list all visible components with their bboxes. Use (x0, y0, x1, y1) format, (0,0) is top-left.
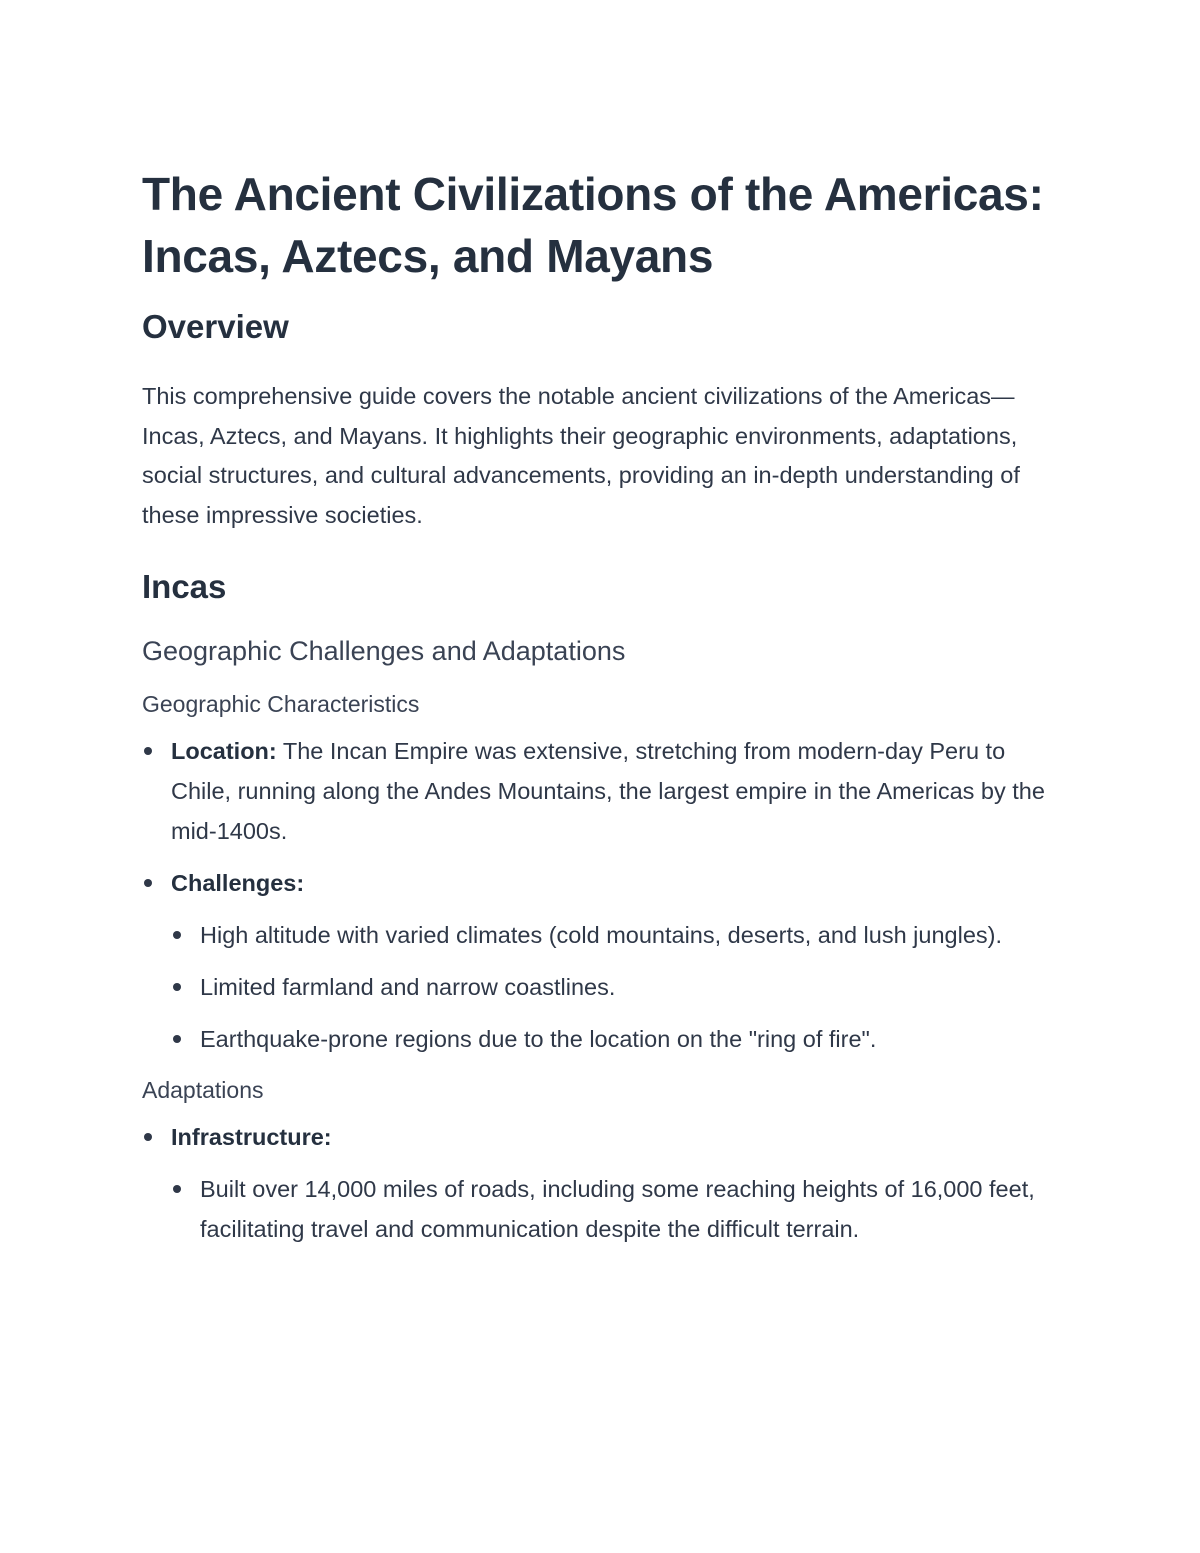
document-title: The Ancient Civilizations of the Americas: Incas, Aztecs, and Mayans (142, 168, 1044, 282)
list-item (171, 967, 1062, 1007)
bullet-icon (144, 879, 152, 887)
list-item (171, 1019, 1062, 1059)
challenges-label: Challenges: (171, 870, 305, 896)
infrastructure-text: Built over 14,000 miles of roads, including some reaching heights of 16,000 feet, facilitating travel and communication despite the difficult terrain. (200, 1176, 1035, 1242)
bullet-icon (144, 747, 152, 755)
challenges-sublist (171, 915, 1062, 1059)
overview-heading: Overview (142, 308, 289, 345)
adaptations-list (142, 1117, 1062, 1249)
challenge-text: Earthquake-prone regions due to the location on the "ring of fire". (200, 1026, 877, 1052)
challenge-text: Limited farmland and narrow coastlines. (200, 974, 616, 1000)
incas-heading: Incas (142, 568, 227, 605)
list-item-challenges (142, 863, 1062, 1059)
list-item-location (142, 731, 1062, 851)
bullet-icon (173, 983, 181, 991)
list-item-infrastructure (142, 1117, 1062, 1249)
list-item (171, 1169, 1062, 1249)
adaptations-heading: Adaptations (142, 1077, 264, 1103)
list-item (171, 915, 1062, 955)
infrastructure-label: Infrastructure: (171, 1124, 332, 1150)
location-text: The Incan Empire was extensive, stretching from modern-day Peru to Chile, running along the Andes Mountains, the largest empire in the Americas by the mid-1400s. (171, 738, 1045, 844)
bullet-icon (173, 1185, 181, 1193)
bullet-icon (144, 1133, 152, 1141)
bullet-icon (173, 931, 181, 939)
bullet-icon (173, 1035, 181, 1043)
geographic-challenges-subheading: Geographic Challenges and Adaptations (142, 636, 626, 666)
characteristics-list (142, 731, 1062, 1059)
challenge-text: High altitude with varied climates (cold mountains, deserts, and lush jungles). (200, 922, 1003, 948)
document-page (142, 163, 1062, 1249)
overview-paragraph: This comprehensive guide covers the notable ancient civilizations of the Americas—Incas, Aztecs, and Mayans. It highlights their geographic environments, adaptations, social structures, and cultural advancements, providing an in-depth understanding of these impressive societies. (142, 383, 1020, 528)
location-label: Location: (171, 738, 277, 764)
geographic-characteristics-heading: Geographic Characteristics (142, 691, 420, 717)
infrastructure-sublist (171, 1169, 1062, 1249)
